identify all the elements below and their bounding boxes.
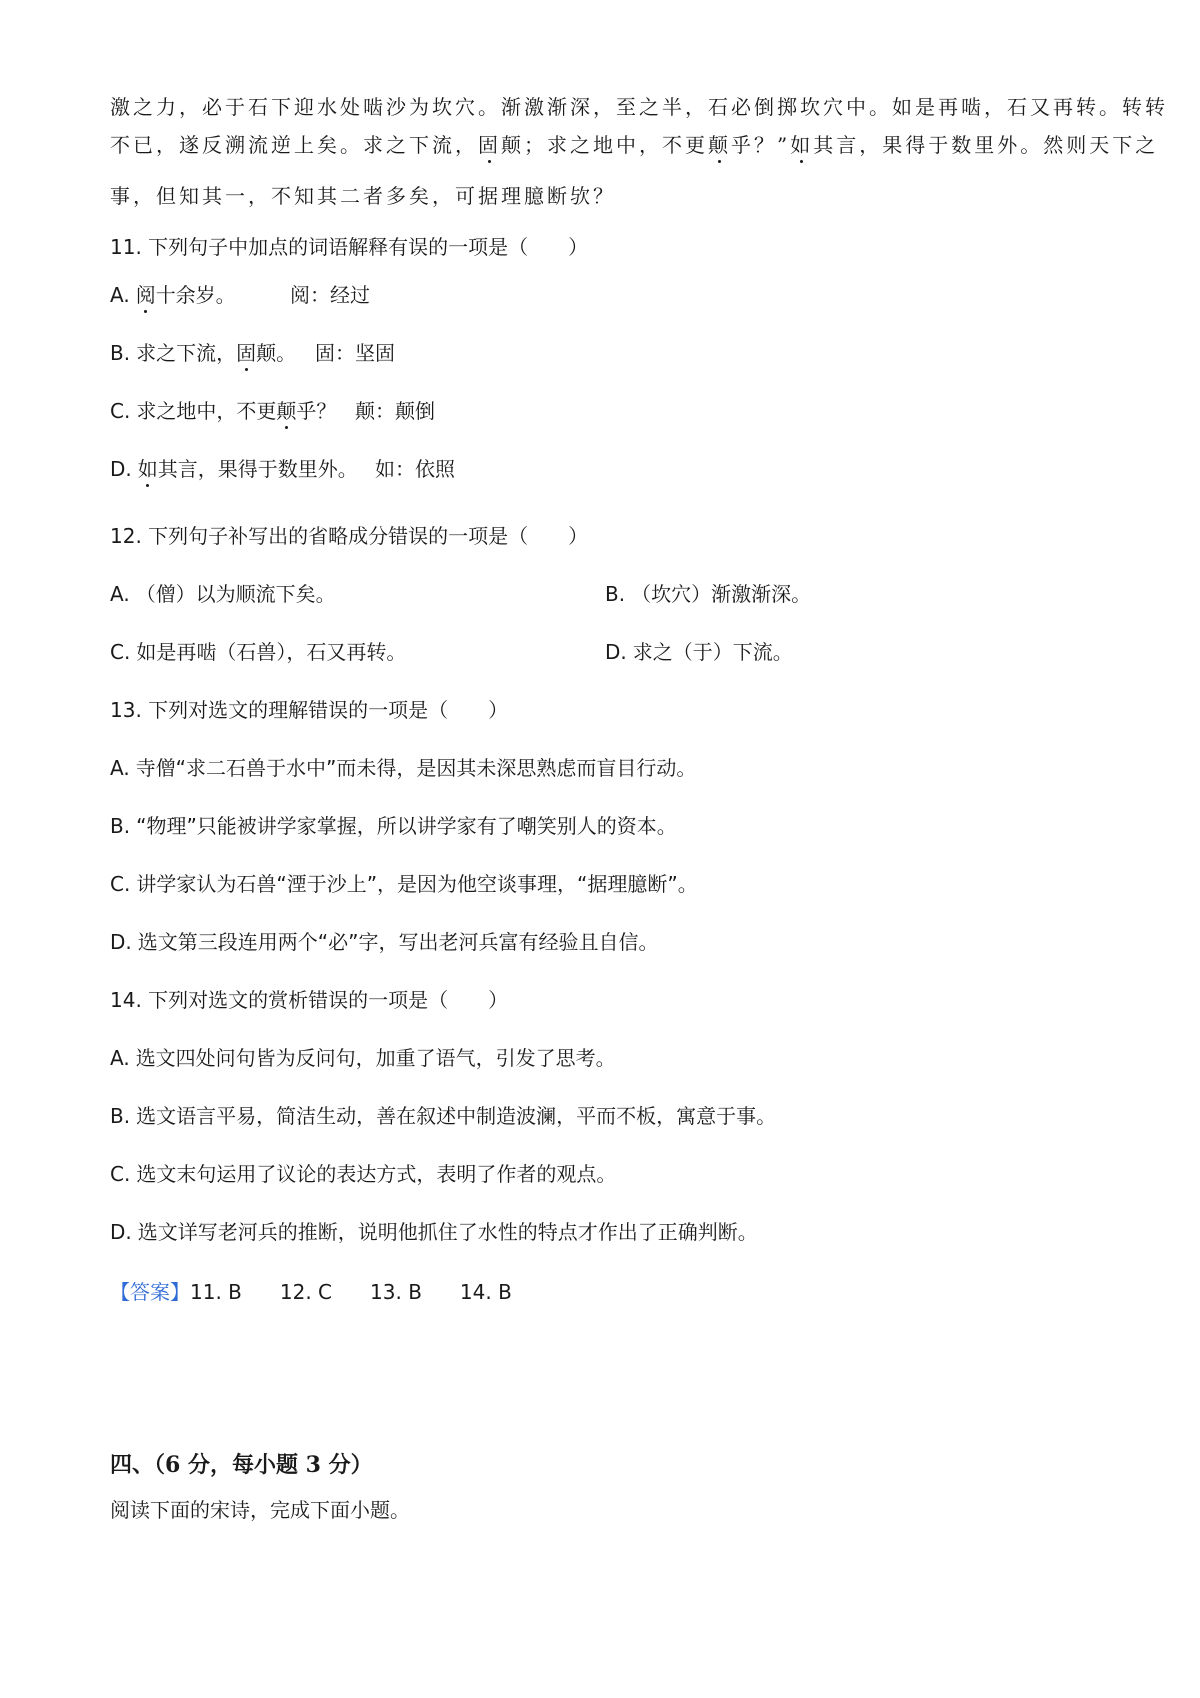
dotted-word: 如 (790, 133, 814, 157)
option-text: （坎穴）渐激渐深。 (631, 582, 812, 606)
option-gloss: 固：坚固 (315, 341, 395, 365)
option-label: B. (110, 341, 131, 365)
q11-option-b (110, 339, 395, 367)
option-label: B. (110, 814, 131, 838)
option-label: D. (110, 930, 132, 954)
option-text: 求之下流， (136, 341, 237, 365)
option-text: 选文末句运用了议论的表达方式，表明了作者的观点。 (136, 1162, 617, 1186)
question-14-title: 14. 下列对选文的赏析错误的一项是（ ） (110, 988, 509, 1012)
option-text: 选文四处问句皆为反问句，加重了语气，引发了思考。 (135, 1046, 616, 1070)
option-text: 选文语言平易，简洁生动，善在叙述中制造波澜，平而不板，寓意于事。 (136, 1104, 777, 1128)
option-text: 如是再啮（石兽），石又再转。 (136, 640, 407, 664)
option-text: 选文第三段连用两个“必”字，写出老河兵富有经验且自信。 (137, 930, 659, 954)
passage-line-1: 激之力，必于石下迎水处啮沙为坎穴。渐激渐深，至之半，石必倒掷坎穴中。如是再啮，石又再转。转转 (110, 95, 1168, 119)
option-text: 讲学家认为石兽“湮于沙上”，是因为他空谈事理，“据理臆断”。 (136, 872, 698, 896)
q12-option-c (110, 638, 406, 666)
dotted-word: 固 (236, 341, 257, 365)
dotted-word: 颠 (708, 133, 731, 157)
option-label: D. (605, 640, 627, 664)
question-11-title: 11. 下列句子中加点的词语解释有误的一项是（ ） (110, 235, 589, 259)
q14-option-b (110, 1102, 776, 1130)
answer-line (110, 1278, 550, 1306)
question-12-title: 12. 下列句子补写出的省略成分错误的一项是（ ） (110, 524, 589, 548)
dotted-word: 固 (478, 133, 501, 157)
passage-line-2 (110, 131, 1158, 159)
answer-item: 14. B (459, 1280, 512, 1304)
option-label: B. (110, 1104, 131, 1128)
dotted-word: 如 (137, 457, 158, 481)
q12-option-d (605, 638, 793, 666)
option-label: A. (110, 582, 130, 606)
answer-item: 11. B (190, 1280, 242, 1304)
option-label: B. (605, 582, 626, 606)
section-4-intro: 阅读下面的宋诗，完成下面小题。 (110, 1498, 410, 1522)
passage-line-3: 事，但知其一，不知其二者多矣，可据理臆断欤？ (110, 184, 616, 208)
option-text: （僧）以为顺流下矣。 (135, 582, 336, 606)
passage-text: 乎？” (731, 133, 791, 157)
passage-text: 颠；求之地中，不更 (501, 133, 708, 157)
option-label: A. (110, 756, 130, 780)
option-text: 选文详写老河兵的推断，说明他抓住了水性的特点才作出了正确判断。 (137, 1220, 758, 1244)
option-label: C. (110, 1162, 131, 1186)
question-13-title: 13. 下列对选文的理解错误的一项是（ ） (110, 698, 509, 722)
q13-option-d (110, 928, 659, 956)
option-gloss: 如：依照 (375, 457, 455, 481)
option-label: A. (110, 1046, 130, 1070)
q11-option-a (110, 281, 370, 309)
option-label: C. (110, 872, 131, 896)
q12-option-a (110, 580, 336, 608)
dotted-word: 颠 (276, 399, 297, 423)
option-label: A. (110, 283, 130, 307)
passage-text: 不已，遂反溯流逆上矣。求之下流， (110, 133, 478, 157)
q14-option-d (110, 1218, 758, 1246)
option-text: 颠。 (256, 341, 297, 365)
option-text: “物理”只能被讲学家掌握，所以讲学家有了嘲笑别人的资本。 (136, 814, 677, 838)
passage-text: 其言，果得于数里外。然则天下之 (813, 133, 1159, 157)
answer-item: 12. C (279, 1280, 333, 1304)
option-text: 求之（于）下流。 (632, 640, 793, 664)
section-4-heading: 四、（6 分，每小题 3 分） (110, 1452, 373, 1478)
option-gloss: 颠：颠倒 (355, 399, 435, 423)
option-label: C. (110, 399, 131, 423)
option-text: 乎？ (296, 399, 337, 423)
answer-item: 13. B (370, 1280, 422, 1304)
q13-option-a (110, 754, 696, 782)
option-text: 求之地中，不更 (136, 399, 277, 423)
q13-option-c (110, 870, 698, 898)
q14-option-a (110, 1044, 616, 1072)
q14-option-c (110, 1160, 616, 1188)
option-text: 其言，果得于数里外。 (157, 457, 358, 481)
dotted-word: 阅 (135, 283, 156, 307)
option-text: 十余岁。 (155, 283, 236, 307)
option-label: D. (110, 1220, 132, 1244)
q12-option-b (605, 580, 811, 608)
q11-option-d (110, 455, 455, 483)
option-label: D. (110, 457, 132, 481)
answer-tag: 【答案】 (110, 1280, 190, 1304)
q13-option-b (110, 812, 677, 840)
option-text: 寺僧“求二石兽于水中”而未得，是因其未深思熟虑而盲目行动。 (135, 756, 697, 780)
option-gloss: 阅：经过 (290, 283, 370, 307)
q11-option-c (110, 397, 435, 425)
option-label: C. (110, 640, 131, 664)
